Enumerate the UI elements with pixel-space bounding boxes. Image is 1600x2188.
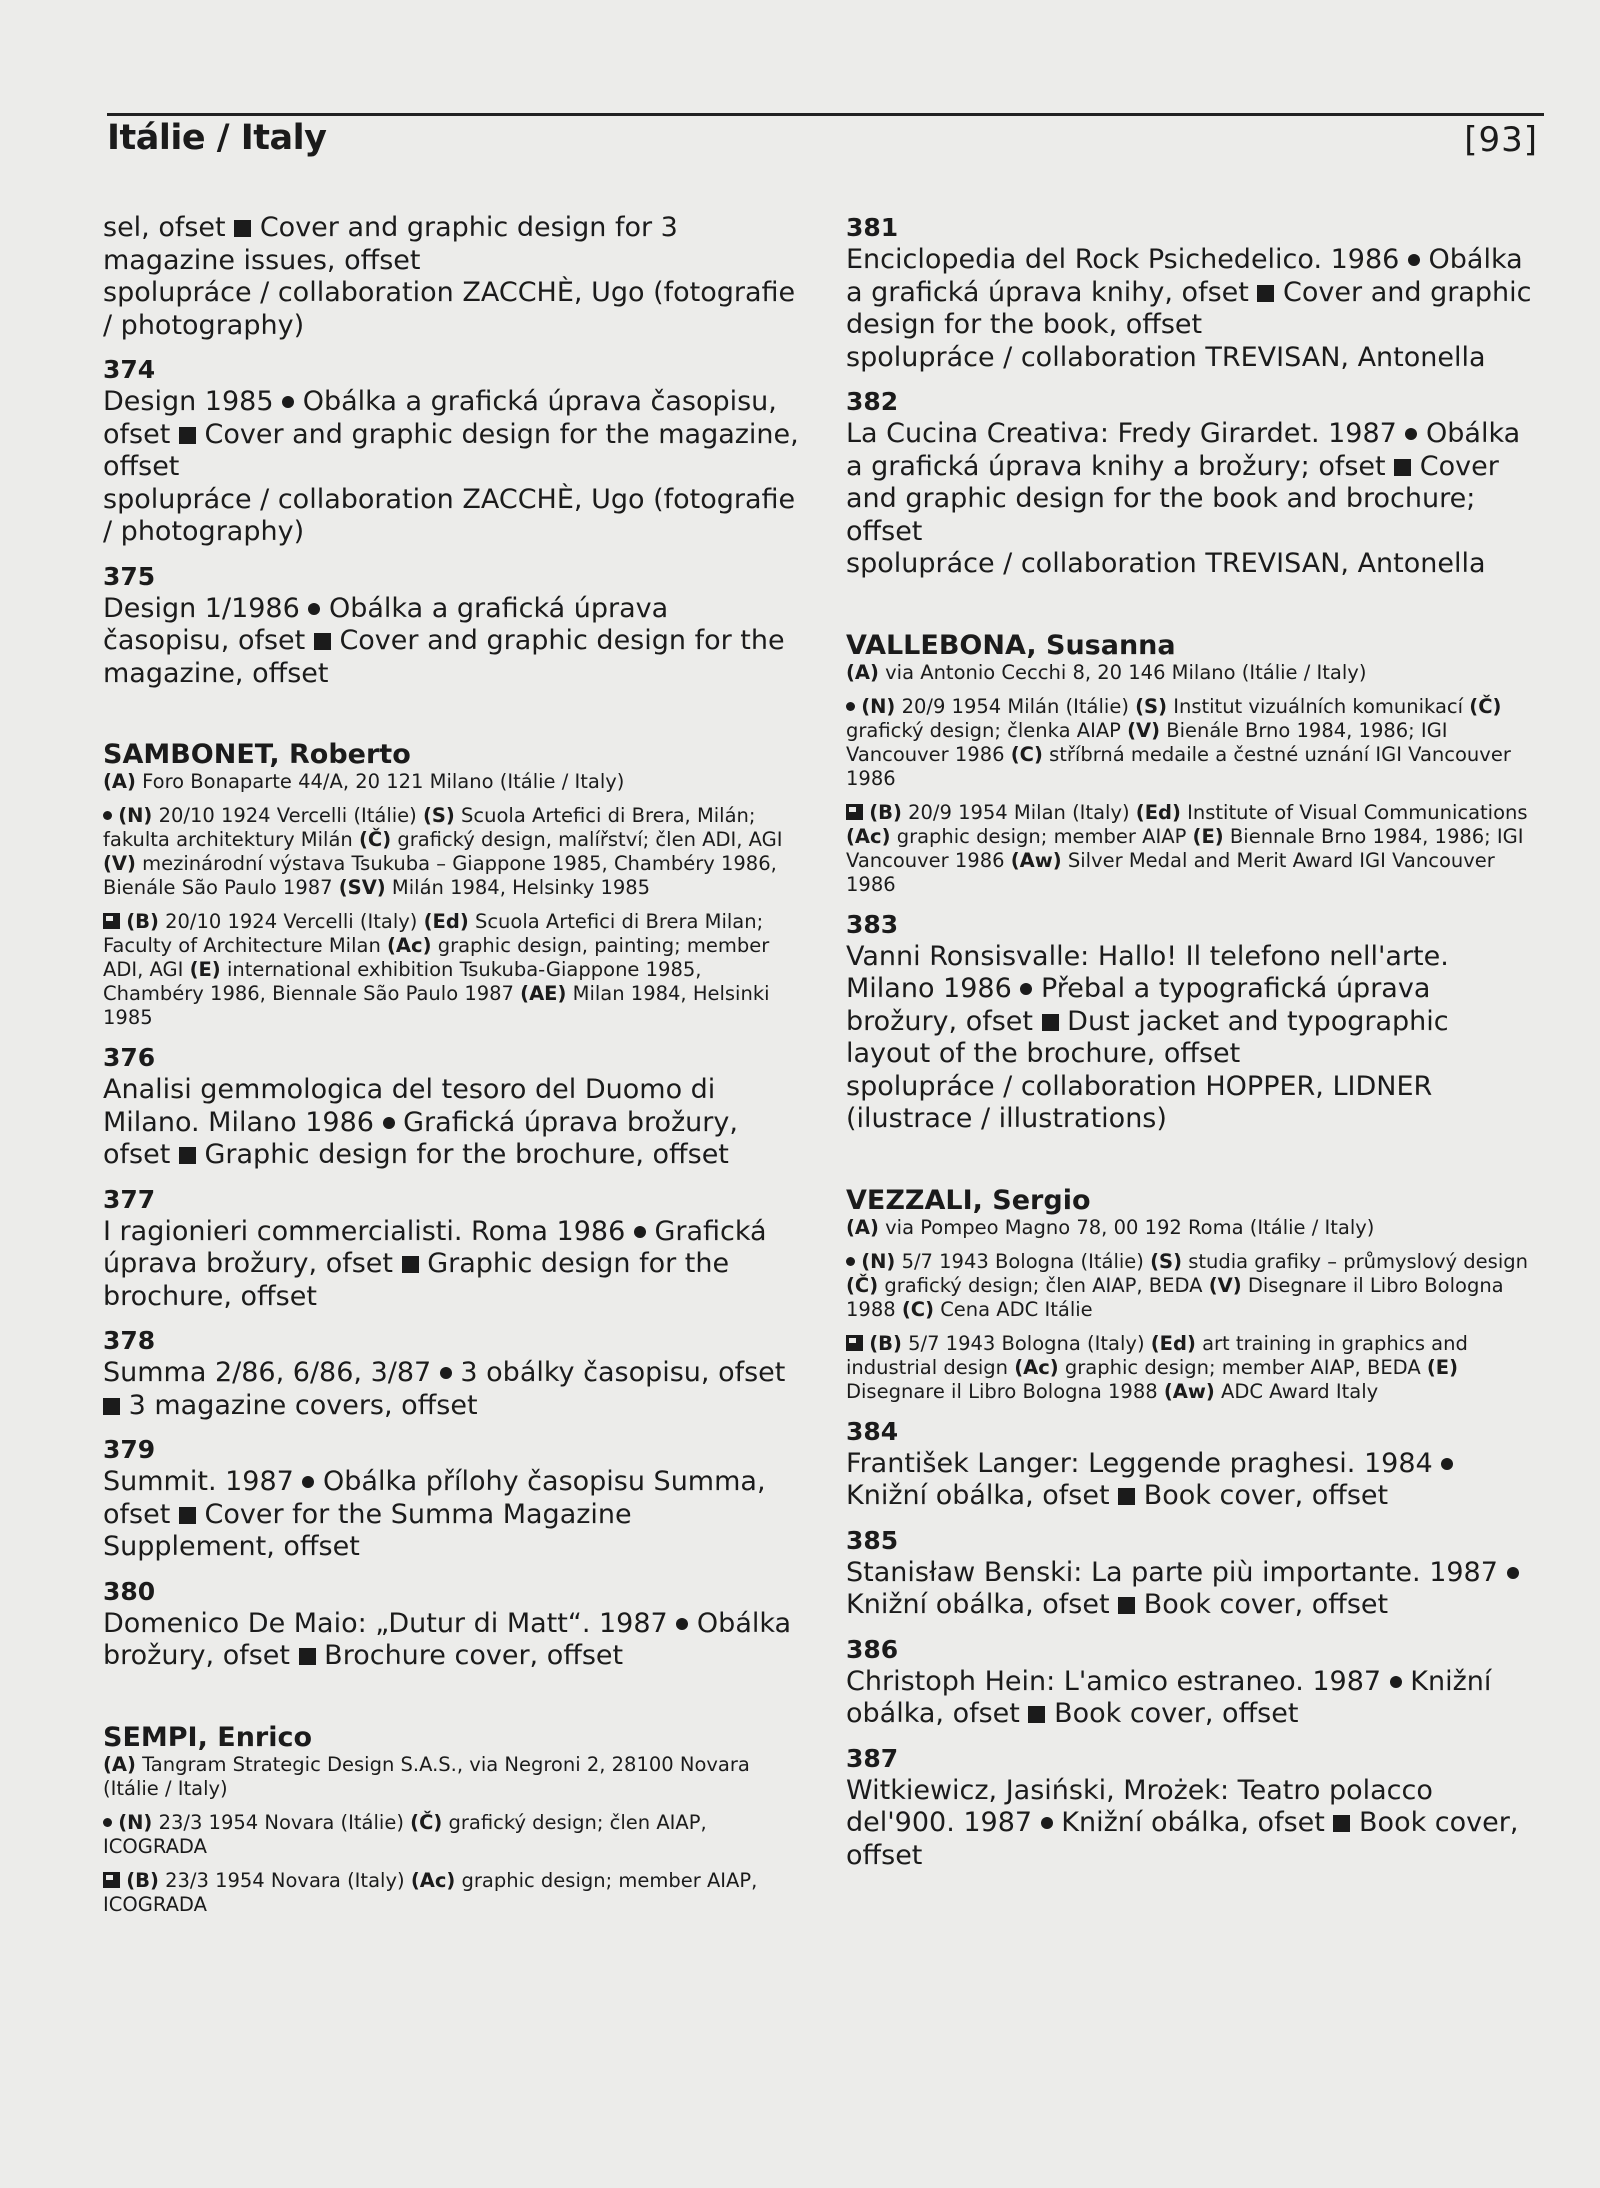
artist-bio-english: (B) 5/7 1943 Bologna (Italy) (Ed) art training in graphics and industrial design (Ac) graphic design; member AIAP, BEDA (E) Disegnare il Libro Bologna 1988 (Aw) ADC Award Italy bbox=[846, 1331, 1468, 1403]
bullet-icon bbox=[846, 1257, 855, 1266]
artist-bio-czech: (N) 20/10 1924 Vercelli (Itálie) (S) Scuola Artefici di Brera, Milán; fakulta architektury Milán (Č) grafický design, malířství; člen ADI, AGI (V) mezinárodní výstava Tsukuba – Giappone 1985, Chambéry 1986, Bienále São Paulo 1987 (SV) Milán 1984, Helsinky 1985 bbox=[103, 804, 783, 899]
artist-name: VEZZALI, Sergio bbox=[846, 1184, 1091, 1216]
entry-380: Domenico De Maio: „Dutur di Matt“. 1987 Obálka brožury, ofset Brochure cover, offset bbox=[103, 1607, 792, 1671]
bullet-icon bbox=[676, 1618, 688, 1630]
bullet-icon bbox=[103, 811, 112, 820]
entry-number: 376 bbox=[103, 1043, 156, 1072]
bullet-icon bbox=[1020, 983, 1032, 995]
english-marker-icon bbox=[1394, 459, 1411, 476]
bullet-icon bbox=[1507, 1567, 1519, 1579]
entry-number: 374 bbox=[103, 355, 156, 384]
header-rule bbox=[107, 113, 1544, 116]
english-marker-icon bbox=[1118, 1597, 1135, 1614]
english-marker-icon bbox=[299, 1648, 316, 1665]
bullet-icon bbox=[103, 1818, 112, 1827]
entry-379: Summit. 1987 Obálka přílohy časopisu Summa, ofset Cover for the Summa Magazine Supplement, offset bbox=[103, 1466, 766, 1562]
entry-376: Analisi gemmologica del tesoro del Duomo di Milano. Milano 1986 Grafická úprava brožury, ofset Graphic design for the brochure, offset bbox=[103, 1074, 738, 1170]
english-marker-icon bbox=[179, 1147, 196, 1164]
english-marker-icon bbox=[234, 220, 251, 237]
bullet-icon bbox=[308, 603, 320, 615]
bullet-icon bbox=[440, 1367, 452, 1379]
right-column bbox=[846, 212, 1541, 1872]
entry-number: 384 bbox=[846, 1416, 899, 1446]
english-marker-icon bbox=[1042, 1014, 1059, 1031]
entry-375: Design 1/1986 Obálka a grafická úprava časopisu, ofset Cover and graphic design for the magazine, offset bbox=[103, 592, 785, 689]
artist-bio-czech: (N) 20/9 1954 Milán (Itálie) (S) Institut vizuálních komunikací (Č) grafický design; členka AIAP (V) Bienále Brno 1984, 1986; IGI Vancouver 1986 (C) stříbrná medaile a čestné uznání IGI Vancouver 1986 bbox=[846, 694, 1511, 790]
english-marker-icon bbox=[179, 1507, 196, 1524]
artist-bio-czech: (N) 23/3 1954 Novara (Itálie) (Č) grafický design; člen AIAP, ICOGRADA bbox=[103, 1810, 707, 1858]
artist-bio-english: (B) 20/10 1924 Vercelli (Italy) (Ed) Scuola Artefici di Brera Milan; Faculty of Architecture Milan (Ac) graphic design, painting; member ADI, AGI (E) international exhibition Tsukuba-Giappone 1985, Chambéry 1986, Biennale São Paulo 1987 (AE) Milan 1984, Helsinki 1985 bbox=[103, 910, 770, 1029]
bullet-icon bbox=[846, 702, 855, 711]
english-marker-icon bbox=[179, 427, 196, 444]
english-marker-icon bbox=[1028, 1706, 1045, 1723]
entry-378: Summa 2/86, 6/86, 3/87 3 obálky časopisu, ofset 3 magazine covers, offset bbox=[103, 1357, 786, 1421]
entry-number: 385 bbox=[846, 1525, 899, 1555]
artist-address: (A) Foro Bonaparte 44/A, 20 121 Milano (Itálie / Italy) bbox=[103, 770, 625, 793]
english-marker-icon bbox=[1257, 285, 1274, 302]
entry-374: Design 1985 Obálka a grafická úprava časopisu, ofset Cover and graphic design for the magazine, offset spolupráce / collaboration ZACCHÈ, Ugo (fotografie / photography) bbox=[103, 386, 799, 547]
bullet-icon bbox=[634, 1226, 646, 1238]
bullet-icon bbox=[1041, 1817, 1053, 1829]
bullet-icon bbox=[1390, 1676, 1402, 1688]
artist-bio-english: (B) 23/3 1954 Novara (Italy) (Ac) graphic design; member AIAP, ICOGRADA bbox=[103, 1868, 758, 1916]
english-marker-icon bbox=[1118, 1488, 1135, 1505]
entry-number: 375 bbox=[103, 561, 156, 591]
entry-383: Vanni Ronsisvalle: Hallo! Il telefono nell'arte. Milano 1986 Přebal a typografická úprava brožury, ofset Dust jacket and typographic layout of the brochure, offset spolupráce / collaboration HOPPER, LIDNER (ilustrace / illustrations) bbox=[846, 940, 1449, 1134]
artist-name: SEMPI, Enrico bbox=[103, 1721, 313, 1753]
english-flag-icon bbox=[103, 1872, 120, 1888]
bullet-icon bbox=[383, 1117, 395, 1129]
artist-name: VALLEBONA, Susanna bbox=[846, 629, 1176, 661]
english-flag-icon bbox=[103, 913, 120, 929]
english-marker-icon bbox=[402, 1256, 419, 1273]
english-marker-icon bbox=[103, 1398, 120, 1415]
left-column bbox=[103, 212, 803, 1917]
continued-entry: sel, ofset Cover and graphic design for 3 magazine issues, offset spolupráce / collaboration ZACCHÈ, Ugo (fotografie / photography) bbox=[103, 212, 796, 341]
artist-address: (A) Tangram Strategic Design S.A.S., via Negroni 2, 28100 Novara (Itálie / Italy) bbox=[103, 1752, 750, 1800]
entry-number: 386 bbox=[846, 1634, 899, 1664]
entry-number: 383 bbox=[846, 909, 899, 939]
entry-384: František Langer: Leggende praghesi. 1984 Knižní obálka, ofset Book cover, offset bbox=[846, 1448, 1541, 1513]
page-section-title: Itálie / Italy bbox=[107, 118, 327, 158]
artist-address: (A) via Antonio Cecchi 8, 20 146 Milano (Itálie / Italy) bbox=[846, 660, 1367, 684]
entry-382: La Cucina Creativa: Fredy Girardet. 1987 Obálka a grafická úprava knihy a brožury; ofset Cover and graphic design for the book and brochure; offset spolupráce / collaboration TREVISAN, Antonella bbox=[846, 418, 1521, 579]
artist-bio-english: (B) 20/9 1954 Milan (Italy) (Ed) Institute of Visual Communications (Ac) graphic design; member AIAP (E) Biennale Brno 1984, 1986; IGI Vancouver 1986 (Aw) Silver Medal and Merit Award IGI Vancouver 1986 bbox=[846, 800, 1528, 896]
entry-387: Witkiewicz, Jasiński, Mrożek: Teatro polacco del'900. 1987 Knižní obálka, ofset Book cover, offset bbox=[846, 1774, 1519, 1871]
english-marker-icon bbox=[314, 633, 331, 650]
artist-name: SAMBONET, Roberto bbox=[103, 739, 411, 770]
entry-number: 387 bbox=[846, 1743, 899, 1773]
entry-386: Christoph Hein: L'amico estraneo. 1987 Knižní obálka, ofset Book cover, offset bbox=[846, 1665, 1492, 1729]
entry-385: Stanisław Benski: La parte più importante. 1987 Knižní obálka, ofset Book cover, offset bbox=[846, 1557, 1541, 1622]
english-marker-icon bbox=[1333, 1815, 1350, 1832]
entry-377: I ragionieri commercialisti. Roma 1986 Grafická úprava brožury, ofset Graphic design for the brochure, offset bbox=[103, 1215, 767, 1312]
bullet-icon bbox=[302, 1476, 314, 1488]
entry-381: Enciclopedia del Rock Psichedelico. 1986 Obálka a grafická úprava knihy, ofset Cover and graphic design for the book, offset spolupráce / collaboration TREVISAN, Antonella bbox=[846, 244, 1532, 373]
entry-number: 380 bbox=[103, 1576, 156, 1606]
entry-number: 381 bbox=[846, 213, 899, 242]
page-number: [93] bbox=[1464, 120, 1538, 160]
artist-bio-czech: (N) 5/7 1943 Bologna (Itálie) (S) studia grafiky – průmyslový design (Č) grafický design; člen AIAP, BEDA (V) Disegnare il Libro Bologna 1988 (C) Cena ADC Itálie bbox=[846, 1249, 1528, 1321]
entry-number: 382 bbox=[846, 387, 899, 416]
entry-number: 378 bbox=[103, 1326, 156, 1355]
english-flag-icon bbox=[846, 1335, 863, 1351]
bullet-icon bbox=[1408, 254, 1420, 266]
bullet-icon bbox=[1405, 428, 1417, 440]
entry-number: 379 bbox=[103, 1435, 156, 1464]
bullet-icon bbox=[282, 396, 294, 408]
bullet-icon bbox=[1441, 1458, 1453, 1470]
artist-address: (A) via Pompeo Magno 78, 00 192 Roma (Itálie / Italy) bbox=[846, 1215, 1375, 1239]
entry-number: 377 bbox=[103, 1184, 156, 1214]
english-flag-icon bbox=[846, 804, 863, 820]
